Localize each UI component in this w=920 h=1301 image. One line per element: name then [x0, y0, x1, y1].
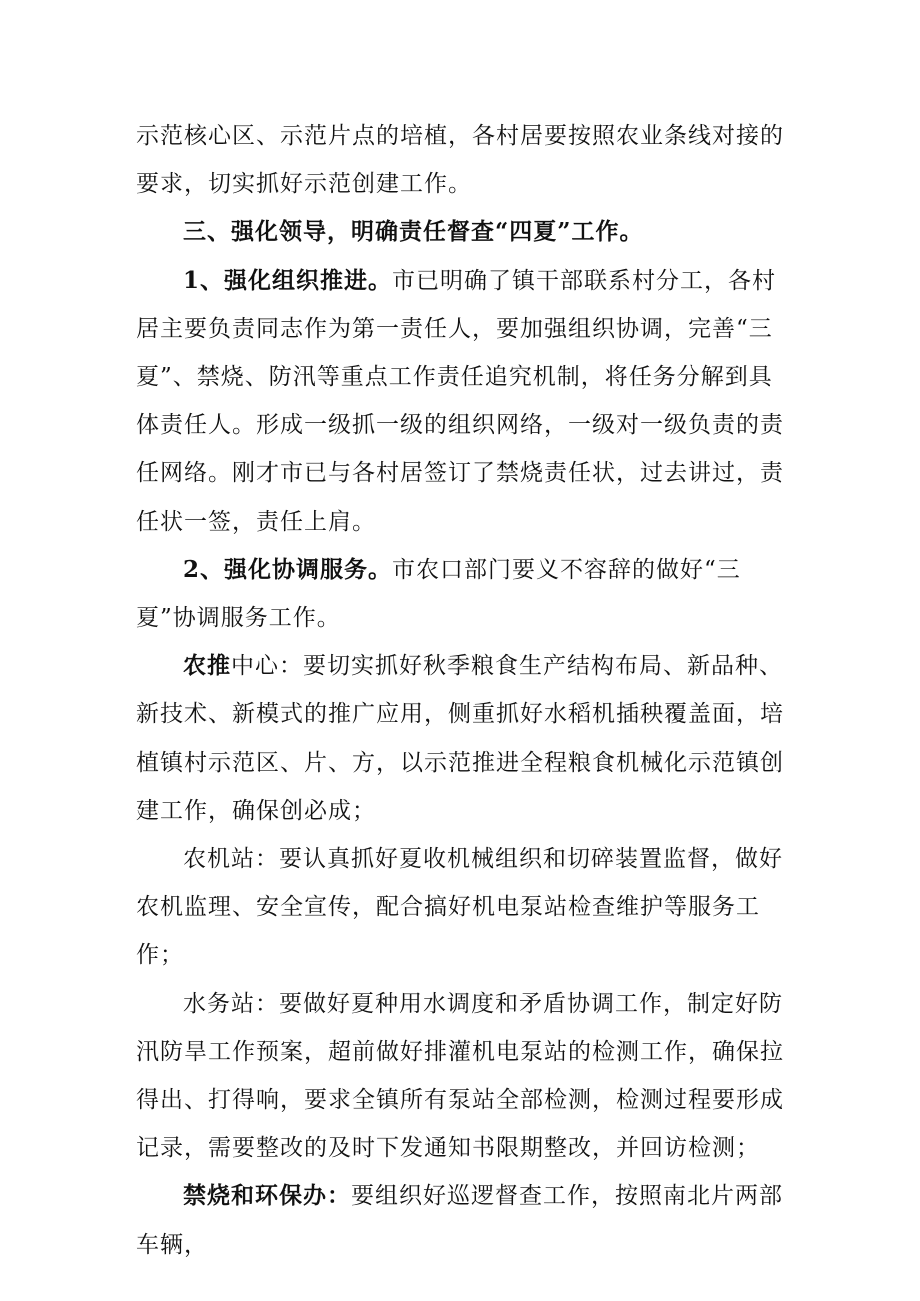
label-extension-center: 农推	[183, 652, 231, 680]
paragraph-coordination-text: 市农口部门要义不容辞的做好“三夏”协调服务工作。	[136, 556, 741, 632]
paragraph-agri-machinery-station: 农机站：要认真抓好夏收机械组织和切碎装置监督，做好农机监理、安全宣传，配合搞好机电泵站检查维护等服务工作；	[136, 846, 783, 969]
paragraph-extension-center-text: 中心：要切实抓好秋季粮食生产结构布局、新品种、新技术、新模式的推广应用，侧重抓好水稻机插秧覆盖面，培植镇村示范区、片、方，以示范推进全程粮食机械化示范镇创建工作，确保创必成；	[136, 653, 784, 824]
paragraph-organization-text: 市已明确了镇干部联系村分工，各村居主要负责同志作为第一责任人，要加强组织协调，完善“三夏”、禁烧、防汛等重点工作责任追究机制，将任务分解到具体责任人。形成一级抓一级的组织网络，一级对一级负责的责任网络。刚才市已与各村居签订了禁烧责任状，过去讲过，责任状一签，责任上肩。	[136, 267, 784, 535]
paragraph-water-station: 水务站：要做好夏种用水调度和矛盾协调工作，制定好防汛防旱工作预案，超前做好排灌机电泵站的检测工作，确保拉得出、打得响，要求全镇所有泵站全部检测，检测过程要形成记录，需要整改的及时下发通知书限期整改，并回访检测；	[136, 990, 784, 1162]
paragraph-demo-zone: 示范核心区、示范片点的培植，各村居要按照农业条线对接的要求，切实抓好示范创建工作。	[136, 123, 784, 198]
paragraph-burning-ban-office	[136, 1172, 796, 1268]
paragraph-organization	[136, 257, 796, 546]
paragraph-extension-center	[136, 642, 796, 835]
section-heading-three: 三、强化领导，明确责任督查“四夏”工作。	[183, 218, 644, 246]
label-burning-ban-office: 禁烧和环保办：	[183, 1182, 351, 1210]
document-body	[136, 112, 796, 1269]
paragraph-coordination	[136, 546, 796, 642]
paragraph-burning-ban-office-text: 要组织好巡逻督查工作，按照南北片两部车辆，	[136, 1183, 783, 1258]
subheading-organization: 1、强化组织推进。	[183, 266, 393, 294]
subheading-coordination: 2、强化协调服务。	[183, 555, 393, 583]
